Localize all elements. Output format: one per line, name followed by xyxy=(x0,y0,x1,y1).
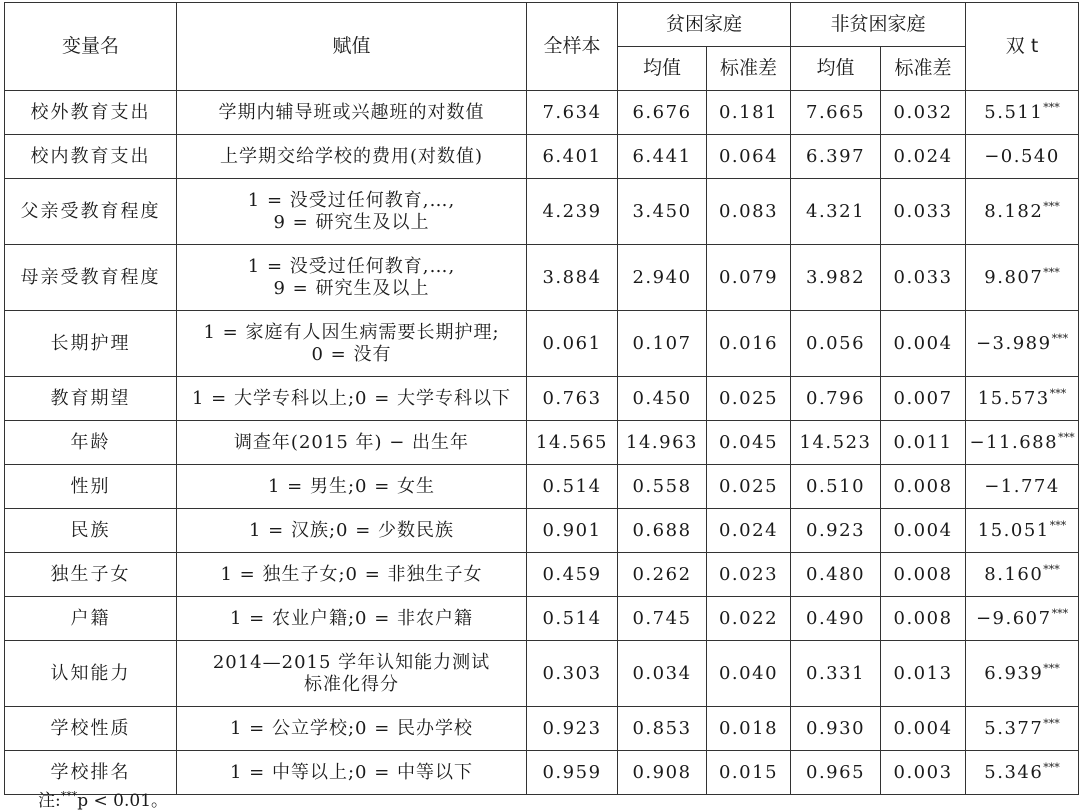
cell-t-test xyxy=(966,641,1079,707)
poor-sd-value: 0.025 xyxy=(718,387,779,409)
poor-mean-value: 0.688 xyxy=(632,519,692,541)
cell-full-sample xyxy=(527,553,618,597)
assignment-line-1: 1 = 汉族;0 = 少数民族 xyxy=(248,519,455,541)
cell-full-sample xyxy=(527,751,618,795)
assignment-line-1: 2014—2015 学年认知能力测试 xyxy=(212,651,491,673)
poor-sd-value: 0.079 xyxy=(718,266,779,288)
variable-name: 母亲受教育程度 xyxy=(20,266,161,288)
cell-poor-mean xyxy=(618,509,707,553)
variable-name: 父亲受教育程度 xyxy=(20,200,161,222)
nonpoor-sd-value: 0.011 xyxy=(893,431,953,453)
cell-poor-mean xyxy=(618,377,707,421)
cell-nonpoor-sd xyxy=(881,509,966,553)
cell-var-name xyxy=(5,465,177,509)
cell-poor-mean xyxy=(618,553,707,597)
nonpoor-mean-value: 0.331 xyxy=(806,662,866,684)
assignment-line-1: 1 = 农业户籍;0 = 非农户籍 xyxy=(229,607,474,629)
table-row xyxy=(5,707,1079,751)
cell-poor-sd xyxy=(707,509,791,553)
nonpoor-sd-value: 0.032 xyxy=(893,101,953,123)
nonpoor-sd-value: 0.003 xyxy=(893,761,953,783)
table-row xyxy=(5,421,1079,465)
assignment-line-1: 1 = 家庭有人因生病需要长期护理; xyxy=(203,321,500,343)
variable-name: 教育期望 xyxy=(50,387,131,409)
cell-poor-mean xyxy=(618,421,707,465)
cell-nonpoor-sd xyxy=(881,135,966,179)
poor-mean-value: 6.441 xyxy=(632,145,692,167)
cell-t-test xyxy=(966,245,1079,311)
cell-poor-mean xyxy=(618,135,707,179)
variable-name: 学校性质 xyxy=(50,717,131,739)
nonpoor-sd-value: 0.004 xyxy=(893,519,953,541)
header-poor-family: 贫困家庭 xyxy=(618,3,791,47)
cell-full-sample xyxy=(527,707,618,751)
cell-var-name xyxy=(5,179,177,245)
cell-t-test xyxy=(966,91,1079,135)
variable-name: 校内教育支出 xyxy=(30,145,151,167)
cell-nonpoor-sd xyxy=(881,465,966,509)
table-row xyxy=(5,179,1079,245)
cell-full-sample xyxy=(527,91,618,135)
variable-name: 民族 xyxy=(70,519,111,541)
significance-stars: *** xyxy=(1043,662,1060,676)
cell-nonpoor-sd xyxy=(881,245,966,311)
nonpoor-sd-value: 0.008 xyxy=(893,607,953,629)
table-row xyxy=(5,135,1079,179)
cell-var-name xyxy=(5,597,177,641)
nonpoor-mean-value: 0.796 xyxy=(806,387,866,409)
poor-sd-value: 0.083 xyxy=(718,200,779,222)
cell-var-name xyxy=(5,509,177,553)
cell-full-sample xyxy=(527,509,618,553)
nonpoor-mean-value: 14.523 xyxy=(799,431,872,453)
table-row xyxy=(5,91,1079,135)
cell-poor-sd xyxy=(707,597,791,641)
nonpoor-sd-value: 0.024 xyxy=(893,145,953,167)
poor-mean-value: 3.450 xyxy=(632,200,692,222)
significance-stars: *** xyxy=(1043,101,1060,115)
variable-name: 认知能力 xyxy=(50,662,131,684)
cell-assignment xyxy=(177,135,527,179)
cell-assignment xyxy=(177,179,527,245)
full-sample-value: 7.634 xyxy=(542,101,602,123)
t-value: −11.688 xyxy=(969,432,1059,454)
t-value: −9.607 xyxy=(975,608,1052,630)
header-poor-sd: 标准差 xyxy=(707,47,791,91)
header-full-sample: 全样本 xyxy=(527,3,618,91)
cell-var-name xyxy=(5,707,177,751)
assignment-line-1: 1 = 中等以上;0 = 中等以下 xyxy=(229,761,474,783)
poor-sd-value: 0.040 xyxy=(718,662,779,684)
full-sample-value: 0.061 xyxy=(542,332,602,354)
cell-full-sample xyxy=(527,135,618,179)
full-sample-value: 0.514 xyxy=(542,607,602,629)
cell-var-name xyxy=(5,311,177,377)
full-sample-value: 0.763 xyxy=(542,387,602,409)
nonpoor-mean-value: 0.510 xyxy=(806,475,866,497)
cell-assignment xyxy=(177,751,527,795)
significance-stars: *** xyxy=(1043,200,1060,214)
cell-nonpoor-mean xyxy=(791,707,881,751)
t-value: −1.774 xyxy=(984,475,1060,497)
t-value: 8.160 xyxy=(984,564,1044,586)
cell-assignment xyxy=(177,641,527,707)
cell-poor-sd xyxy=(707,179,791,245)
cell-poor-sd xyxy=(707,553,791,597)
full-sample-value: 0.923 xyxy=(542,717,602,739)
cell-poor-sd xyxy=(707,465,791,509)
statistics-table xyxy=(4,2,1079,795)
full-sample-value: 4.239 xyxy=(542,200,602,222)
cell-poor-mean xyxy=(618,311,707,377)
poor-sd-value: 0.015 xyxy=(718,761,779,783)
cell-t-test xyxy=(966,509,1079,553)
cell-full-sample xyxy=(527,597,618,641)
cell-full-sample xyxy=(527,421,618,465)
assignment-line-1: 学期内辅导班或兴趣班的对数值 xyxy=(218,101,485,123)
variable-name: 性别 xyxy=(70,475,111,497)
cell-full-sample xyxy=(527,641,618,707)
assignment-line-1: 1 = 没受过任何教育,…, xyxy=(247,255,456,277)
cell-assignment xyxy=(177,91,527,135)
cell-nonpoor-sd xyxy=(881,751,966,795)
cell-assignment xyxy=(177,509,527,553)
assignment-line-1: 1 = 男生;0 = 女生 xyxy=(267,475,436,497)
nonpoor-mean-value: 7.665 xyxy=(806,101,866,123)
cell-var-name xyxy=(5,245,177,311)
cell-var-name xyxy=(5,135,177,179)
header-nonpoor-family: 非贫困家庭 xyxy=(791,3,966,47)
cell-poor-mean xyxy=(618,641,707,707)
assignment-line-2: 标准化得分 xyxy=(304,673,399,695)
cell-assignment xyxy=(177,311,527,377)
nonpoor-mean-value: 6.397 xyxy=(806,145,866,167)
nonpoor-mean-value: 0.965 xyxy=(806,761,866,783)
nonpoor-sd-value: 0.033 xyxy=(893,266,953,288)
poor-mean-value: 0.034 xyxy=(632,662,692,684)
cell-poor-sd xyxy=(707,135,791,179)
cell-t-test xyxy=(966,465,1079,509)
poor-mean-value: 0.908 xyxy=(632,761,692,783)
cell-t-test xyxy=(966,707,1079,751)
cell-full-sample xyxy=(527,465,618,509)
footnote-text: p < 0.01。 xyxy=(77,791,169,811)
cell-poor-sd xyxy=(707,421,791,465)
poor-sd-value: 0.022 xyxy=(718,607,779,629)
t-value: 15.573 xyxy=(977,388,1050,410)
t-value: 15.051 xyxy=(977,520,1050,542)
table-row xyxy=(5,641,1079,707)
cell-nonpoor-sd xyxy=(881,641,966,707)
t-value: −0.540 xyxy=(984,145,1060,167)
assignment-line-1: 1 = 公立学校;0 = 民办学校 xyxy=(229,717,474,739)
cell-full-sample xyxy=(527,377,618,421)
nonpoor-sd-value: 0.007 xyxy=(893,387,953,409)
table-row xyxy=(5,377,1079,421)
cell-nonpoor-mean xyxy=(791,553,881,597)
poor-sd-value: 0.016 xyxy=(718,332,779,354)
cell-t-test xyxy=(966,135,1079,179)
cell-t-test xyxy=(966,751,1079,795)
significance-stars: *** xyxy=(1043,266,1060,280)
poor-mean-value: 0.107 xyxy=(632,332,692,354)
significance-stars: *** xyxy=(1043,717,1060,731)
cell-poor-sd xyxy=(707,707,791,751)
t-value: 5.511 xyxy=(984,102,1044,124)
cell-t-test xyxy=(966,421,1079,465)
assignment-line-1: 1 = 大学专科以上;0 = 大学专科以下 xyxy=(191,387,512,409)
cell-nonpoor-sd xyxy=(881,553,966,597)
cell-nonpoor-sd xyxy=(881,179,966,245)
header-t-test: 双 t xyxy=(966,3,1079,91)
poor-mean-value: 0.558 xyxy=(632,475,692,497)
cell-poor-sd xyxy=(707,245,791,311)
poor-sd-value: 0.024 xyxy=(718,519,779,541)
cell-t-test xyxy=(966,311,1079,377)
poor-sd-value: 0.023 xyxy=(718,563,779,585)
cell-poor-sd xyxy=(707,91,791,135)
significance-stars: *** xyxy=(1043,761,1060,775)
nonpoor-sd-value: 0.008 xyxy=(893,563,953,585)
assignment-line-2: 0 = 没有 xyxy=(311,343,392,365)
cell-nonpoor-sd xyxy=(881,91,966,135)
full-sample-value: 0.303 xyxy=(542,662,602,684)
table-row xyxy=(5,597,1079,641)
nonpoor-sd-value: 0.033 xyxy=(893,200,953,222)
nonpoor-mean-value: 3.982 xyxy=(806,266,866,288)
cell-assignment xyxy=(177,421,527,465)
cell-full-sample xyxy=(527,245,618,311)
significance-stars: *** xyxy=(1051,332,1069,346)
cell-nonpoor-mean xyxy=(791,421,881,465)
cell-nonpoor-mean xyxy=(791,597,881,641)
poor-sd-value: 0.025 xyxy=(718,475,779,497)
cell-nonpoor-mean xyxy=(791,465,881,509)
cell-poor-sd xyxy=(707,751,791,795)
full-sample-value: 6.401 xyxy=(542,145,602,167)
nonpoor-mean-value: 0.480 xyxy=(806,563,866,585)
cell-poor-mean xyxy=(618,597,707,641)
cell-poor-mean xyxy=(618,707,707,751)
cell-t-test xyxy=(966,179,1079,245)
cell-t-test xyxy=(966,553,1079,597)
cell-assignment xyxy=(177,597,527,641)
nonpoor-mean-value: 0.930 xyxy=(806,717,866,739)
nonpoor-sd-value: 0.008 xyxy=(893,475,953,497)
poor-mean-value: 0.745 xyxy=(632,607,692,629)
footnote-prefix: 注: xyxy=(38,791,61,811)
poor-sd-value: 0.181 xyxy=(718,101,779,123)
cell-full-sample xyxy=(527,311,618,377)
poor-sd-value: 0.045 xyxy=(718,431,779,453)
cell-nonpoor-mean xyxy=(791,751,881,795)
cell-assignment xyxy=(177,465,527,509)
cell-poor-sd xyxy=(707,377,791,421)
cell-assignment xyxy=(177,377,527,421)
cell-poor-mean xyxy=(618,465,707,509)
variable-name: 户籍 xyxy=(70,607,111,629)
assignment-line-1: 1 = 独生子女;0 = 非独生子女 xyxy=(220,563,483,585)
nonpoor-sd-value: 0.013 xyxy=(893,662,953,684)
footnote xyxy=(38,786,168,811)
nonpoor-mean-value: 0.490 xyxy=(806,607,866,629)
cell-nonpoor-mean xyxy=(791,311,881,377)
footnote-sig: *** xyxy=(60,789,78,803)
nonpoor-mean-value: 4.321 xyxy=(806,200,866,222)
cell-var-name xyxy=(5,641,177,707)
cell-poor-mean xyxy=(618,751,707,795)
table-row xyxy=(5,465,1079,509)
significance-stars: *** xyxy=(1043,563,1060,577)
cell-nonpoor-mean xyxy=(791,245,881,311)
t-value: 6.939 xyxy=(984,663,1044,685)
nonpoor-sd-value: 0.004 xyxy=(893,717,953,739)
variable-name: 学校排名 xyxy=(50,761,131,783)
cell-var-name xyxy=(5,421,177,465)
full-sample-value: 0.459 xyxy=(542,563,602,585)
significance-stars: *** xyxy=(1049,387,1067,401)
table-row xyxy=(5,509,1079,553)
poor-mean-value: 0.262 xyxy=(632,563,692,585)
full-sample-value: 0.959 xyxy=(542,761,602,783)
t-value: 8.182 xyxy=(984,201,1044,223)
cell-poor-mean xyxy=(618,91,707,135)
cell-nonpoor-sd xyxy=(881,311,966,377)
cell-nonpoor-mean xyxy=(791,91,881,135)
header-nonpoor-sd: 标准差 xyxy=(881,47,966,91)
t-value: 5.346 xyxy=(984,762,1044,784)
nonpoor-mean-value: 0.923 xyxy=(806,519,866,541)
poor-mean-value: 6.676 xyxy=(632,101,692,123)
table-row xyxy=(5,311,1079,377)
poor-mean-value: 0.853 xyxy=(632,717,692,739)
assignment-line-2: 9 = 研究生及以上 xyxy=(273,211,430,233)
cell-nonpoor-mean xyxy=(791,641,881,707)
header-var-name: 变量名 xyxy=(5,3,177,91)
cell-nonpoor-mean xyxy=(791,377,881,421)
significance-stars: *** xyxy=(1051,607,1069,621)
full-sample-value: 0.901 xyxy=(542,519,602,541)
variable-name: 独生子女 xyxy=(50,563,131,585)
assignment-line-1: 上学期交给学校的费用(对数值) xyxy=(219,145,484,167)
assignment-line-1: 1 = 没受过任何教育,…, xyxy=(247,189,456,211)
cell-assignment xyxy=(177,553,527,597)
cell-var-name xyxy=(5,377,177,421)
t-value: −3.989 xyxy=(975,333,1052,355)
poor-sd-value: 0.018 xyxy=(718,717,779,739)
poor-mean-value: 14.963 xyxy=(626,431,698,453)
cell-poor-mean xyxy=(618,245,707,311)
full-sample-value: 0.514 xyxy=(542,475,602,497)
cell-full-sample xyxy=(527,179,618,245)
cell-nonpoor-sd xyxy=(881,597,966,641)
full-sample-value: 3.884 xyxy=(542,266,602,288)
cell-var-name xyxy=(5,91,177,135)
cell-poor-sd xyxy=(707,311,791,377)
poor-sd-value: 0.064 xyxy=(718,145,779,167)
cell-nonpoor-sd xyxy=(881,377,966,421)
poor-mean-value: 0.450 xyxy=(632,387,692,409)
cell-t-test xyxy=(966,377,1079,421)
table-row xyxy=(5,553,1079,597)
cell-assignment xyxy=(177,707,527,751)
cell-t-test xyxy=(966,597,1079,641)
variable-name: 校外教育支出 xyxy=(30,101,151,123)
variable-name: 年龄 xyxy=(70,431,111,453)
t-value: 9.807 xyxy=(984,267,1044,289)
nonpoor-sd-value: 0.004 xyxy=(893,332,953,354)
cell-nonpoor-mean xyxy=(791,179,881,245)
cell-nonpoor-sd xyxy=(881,421,966,465)
full-sample-value: 14.565 xyxy=(536,431,608,453)
header-assignment: 赋值 xyxy=(177,3,527,91)
variable-name: 长期护理 xyxy=(50,332,131,354)
assignment-line-1: 调查年(2015 年) − 出生年 xyxy=(233,431,470,453)
header-nonpoor-mean: 均值 xyxy=(791,47,881,91)
cell-var-name xyxy=(5,553,177,597)
header-poor-mean: 均值 xyxy=(618,47,707,91)
cell-poor-mean xyxy=(618,179,707,245)
cell-assignment xyxy=(177,245,527,311)
poor-mean-value: 2.940 xyxy=(632,266,692,288)
cell-poor-sd xyxy=(707,641,791,707)
cell-nonpoor-sd xyxy=(881,707,966,751)
t-value: 5.377 xyxy=(984,718,1044,740)
assignment-line-2: 9 = 研究生及以上 xyxy=(273,277,430,299)
significance-stars: *** xyxy=(1049,519,1067,533)
cell-nonpoor-mean xyxy=(791,135,881,179)
cell-nonpoor-mean xyxy=(791,509,881,553)
table-row xyxy=(5,245,1079,311)
significance-stars: *** xyxy=(1058,431,1075,445)
nonpoor-mean-value: 0.056 xyxy=(806,332,866,354)
